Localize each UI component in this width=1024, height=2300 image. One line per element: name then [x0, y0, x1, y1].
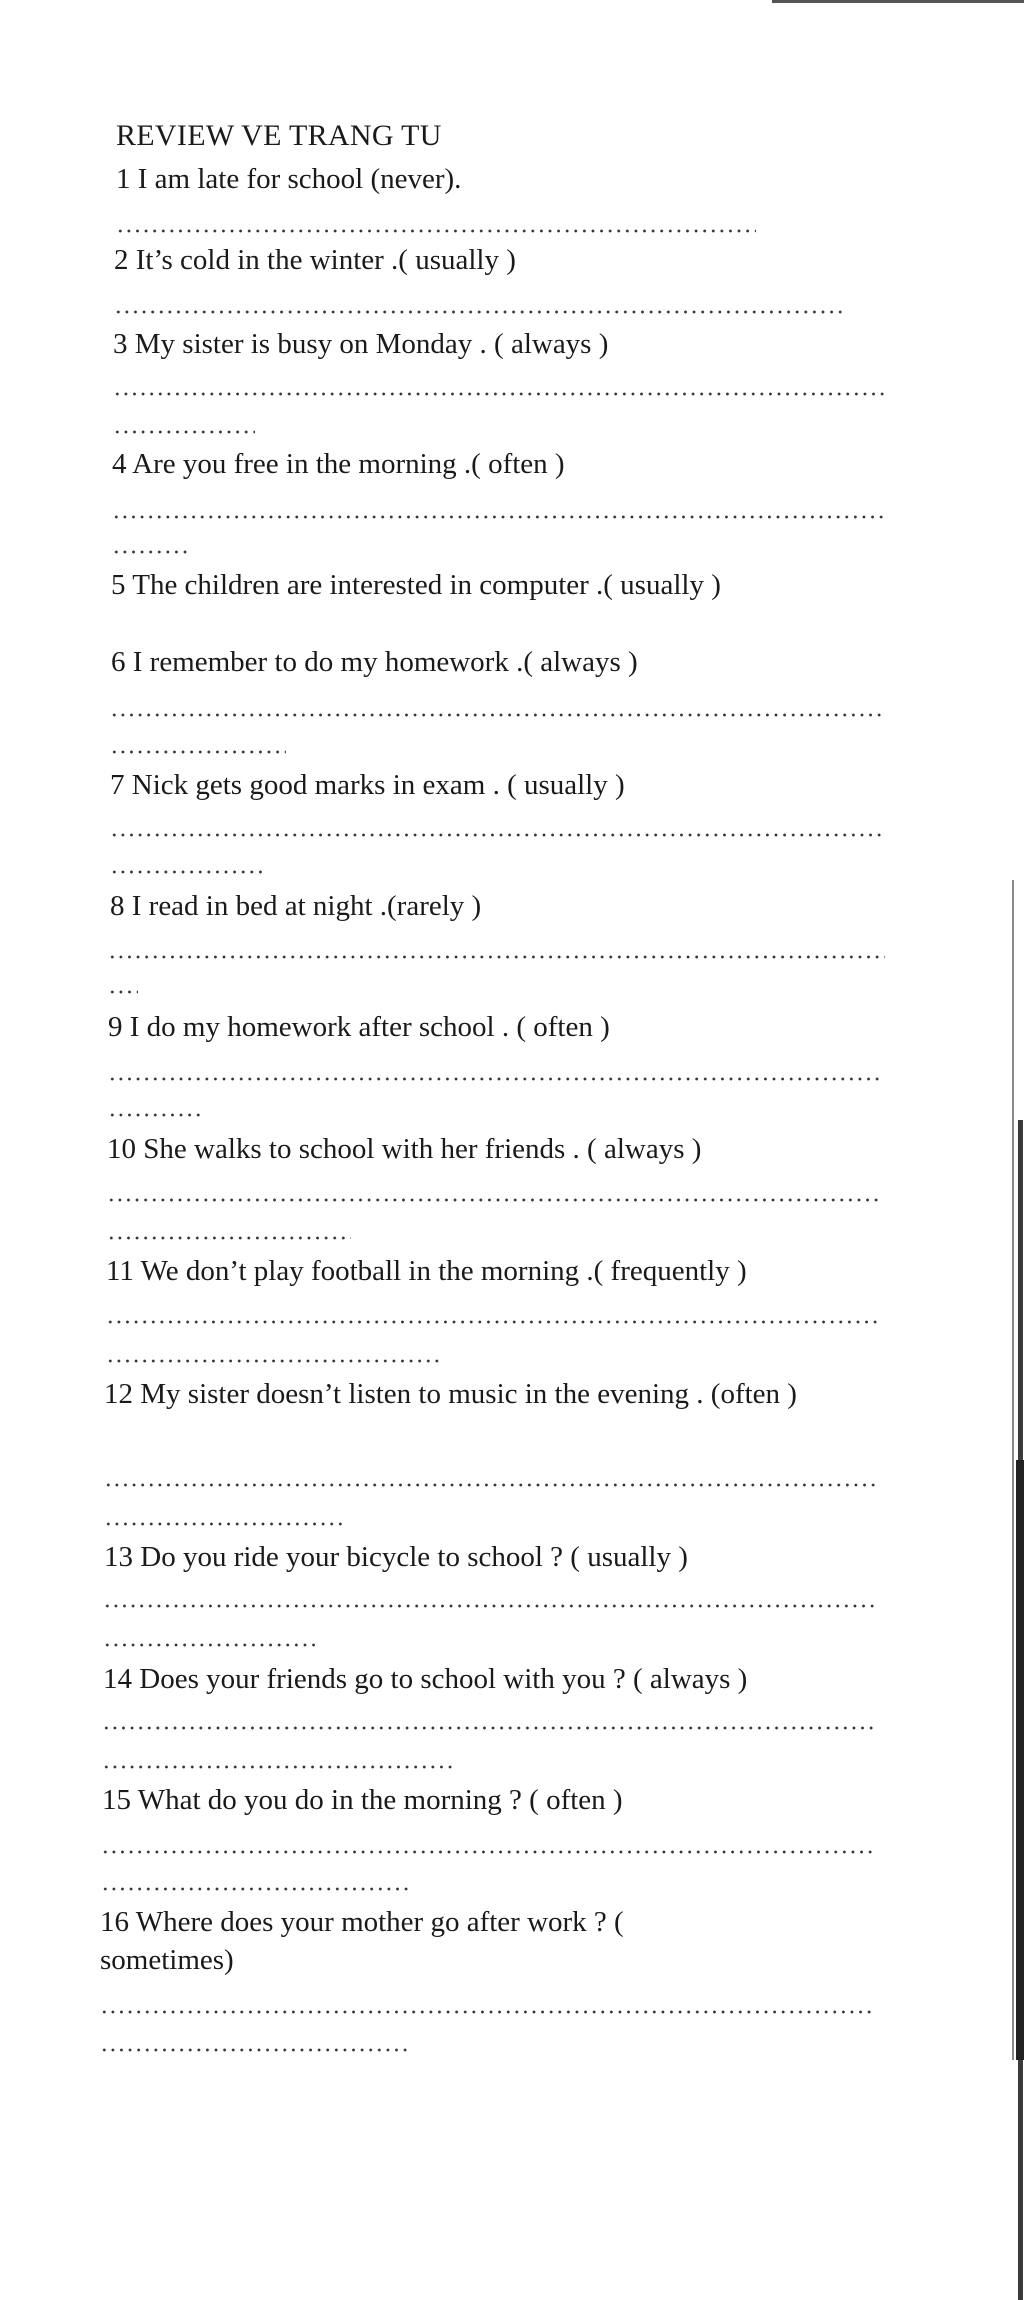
question-3: 3 My sister is busy on Monday . ( always ) [113, 328, 609, 360]
question-6: 6 I remember to do my homework .( always ) [111, 646, 638, 678]
answer-line-15[interactable] [101, 1850, 877, 1854]
answer-line-13b[interactable] [103, 1643, 319, 1647]
question-7: 7 Nick gets good marks in exam . ( usually ) [110, 769, 625, 801]
answer-line-6[interactable] [110, 713, 886, 717]
answer-line-7b[interactable] [110, 870, 262, 874]
answer-line-16b[interactable] [100, 2048, 412, 2052]
answer-line-8b[interactable] [108, 990, 138, 994]
answer-line-10b[interactable] [107, 1236, 351, 1240]
answer-line-13[interactable] [103, 1604, 879, 1608]
question-2: 2 It’s cold in the winter .( usually ) [114, 244, 516, 276]
answer-line-9b[interactable] [108, 1113, 200, 1117]
question-14: 14 Does your friends go to school with you ? ( always ) [103, 1663, 748, 1695]
answer-line-4b[interactable] [112, 550, 188, 554]
question-5: 5 The children are interested in computer .( usually ) [111, 569, 721, 601]
answer-line-12b[interactable] [104, 1522, 344, 1526]
answer-line-11b[interactable] [106, 1359, 442, 1363]
question-9: 9 I do my homework after school . ( often ) [108, 1011, 610, 1043]
answer-line-3b[interactable] [113, 430, 255, 434]
answer-line-14b[interactable] [102, 1765, 456, 1769]
question-1: 1 I am late for school (never). [116, 163, 462, 195]
question-11: 11 We don’t play football in the morning .( frequently ) [106, 1255, 747, 1287]
question-8: 8 I read in bed at night .(rarely ) [110, 890, 482, 922]
answer-line-1[interactable] [116, 229, 756, 233]
question-16: 16 Where does your mother go after work ? ( sometimes) [100, 1906, 624, 1976]
question-10: 10 She walks to school with her friends . ( always ) [107, 1133, 702, 1165]
question-13: 13 Do you ride your bicycle to school ? ( usually ) [104, 1541, 688, 1573]
answer-line-8[interactable] [108, 955, 885, 959]
answer-line-2[interactable] [114, 310, 842, 314]
answer-line-4[interactable] [112, 515, 887, 519]
answer-line-6b[interactable] [110, 750, 286, 754]
question-4: 4 Are you free in the morning .( often ) [112, 448, 565, 480]
answer-line-10[interactable] [107, 1198, 883, 1202]
answer-line-12[interactable] [104, 1483, 880, 1487]
answer-line-11[interactable] [106, 1320, 882, 1324]
answer-line-16[interactable] [100, 2010, 876, 2014]
answer-line-9[interactable] [108, 1077, 884, 1081]
question-15: 15 What do you do in the morning ? ( often ) [102, 1784, 623, 1816]
answer-line-7[interactable] [110, 833, 886, 837]
answer-line-3[interactable] [113, 392, 887, 396]
worksheet-title: REVIEW VE TRANG TU [116, 119, 442, 152]
question-12: 12 My sister doesn’t listen to music in the evening . (often ) [104, 1378, 797, 1410]
answer-line-14[interactable] [102, 1726, 878, 1730]
answer-line-15b[interactable] [101, 1887, 413, 1891]
